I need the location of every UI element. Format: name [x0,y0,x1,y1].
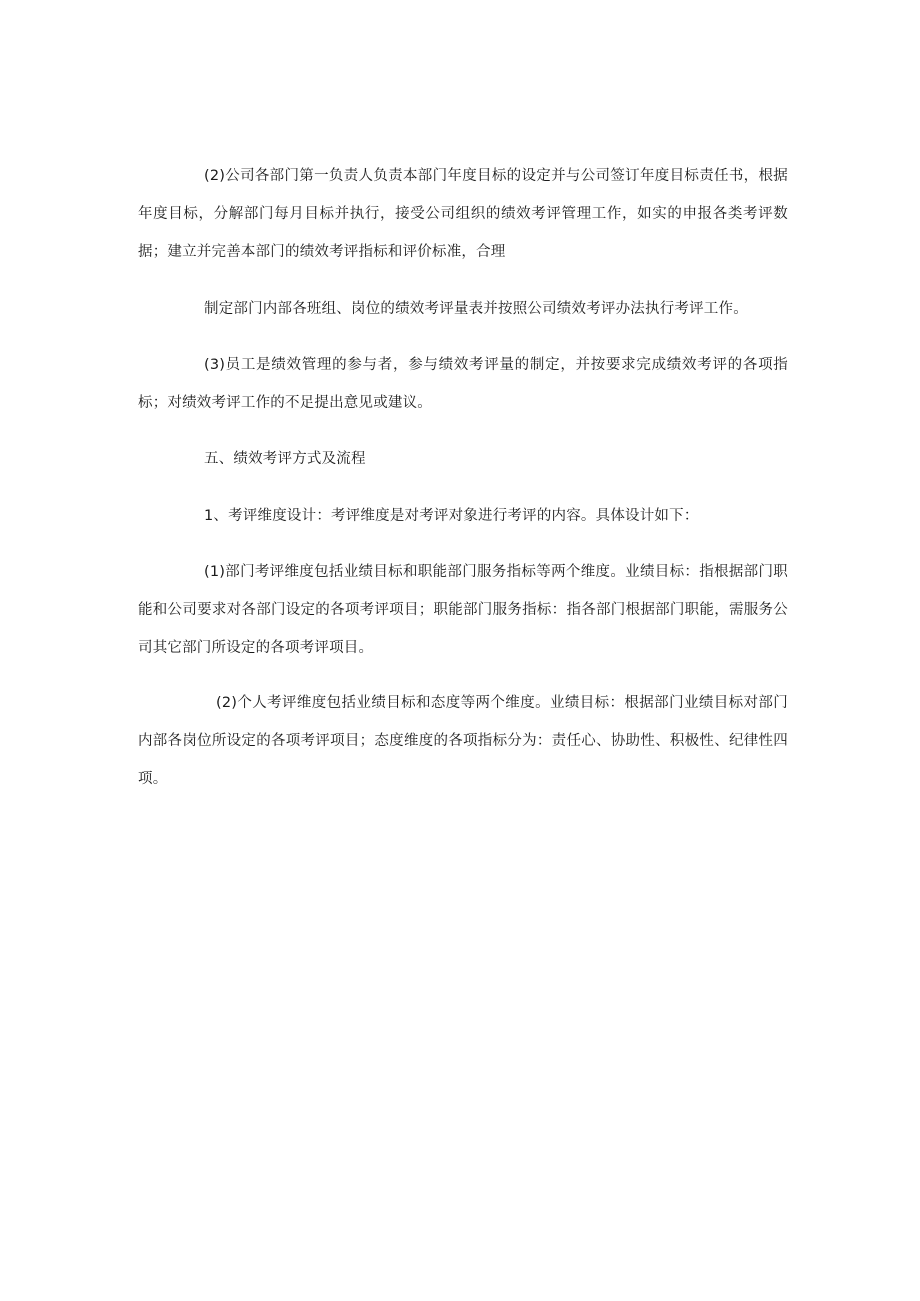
paragraph-dept-internal-scales: 制定部门内部各班组、岗位的绩效考评量表并按照公司绩效考评办法执行考评工作。 [204,301,748,317]
section-heading-methods-and-process: 五、绩效考评方式及流程 [204,451,366,467]
paragraph-individual-dimensions: (2)个人考评维度包括业绩目标和态度等两个维度。业绩目标：根据部门业绩目标对部门内部各岗位所设定的各项考评项目；态度维度的各项指标分为：责任心、协助性、积极性、纪律性四项。 [138,695,788,787]
paragraph-dept-dimensions: (1)部门考评维度包括业绩目标和职能部门服务指标等两个维度。业绩目标：指根据部门职能和公司要求对各部门设定的各项考评项目；职能部门服务指标：指各部门根据部门职能，需服务公司其它部门所设定的各项考评项目。 [138,564,788,656]
paragraph-dept-head-duties: (2)公司各部门第一负责人负责本部门年度目标的设定并与公司签订年度目标责任书，根据年度目标，分解部门每月目标并执行，接受公司组织的绩效考评管理工作，如实的申报各类考评数据；建立并完善本部门的绩效考评指标和评价标准，合理 [138,168,788,260]
paragraph-employee-role: (3)员工是绩效管理的参与者，参与绩效考评量的制定，并按要求完成绩效考评的各项指标；对绩效考评工作的不足提出意见或建议。 [138,357,788,411]
paragraph-dimension-design: 1、考评维度设计：考评维度是对考评对象进行考评的内容。具体设计如下： [204,508,699,524]
